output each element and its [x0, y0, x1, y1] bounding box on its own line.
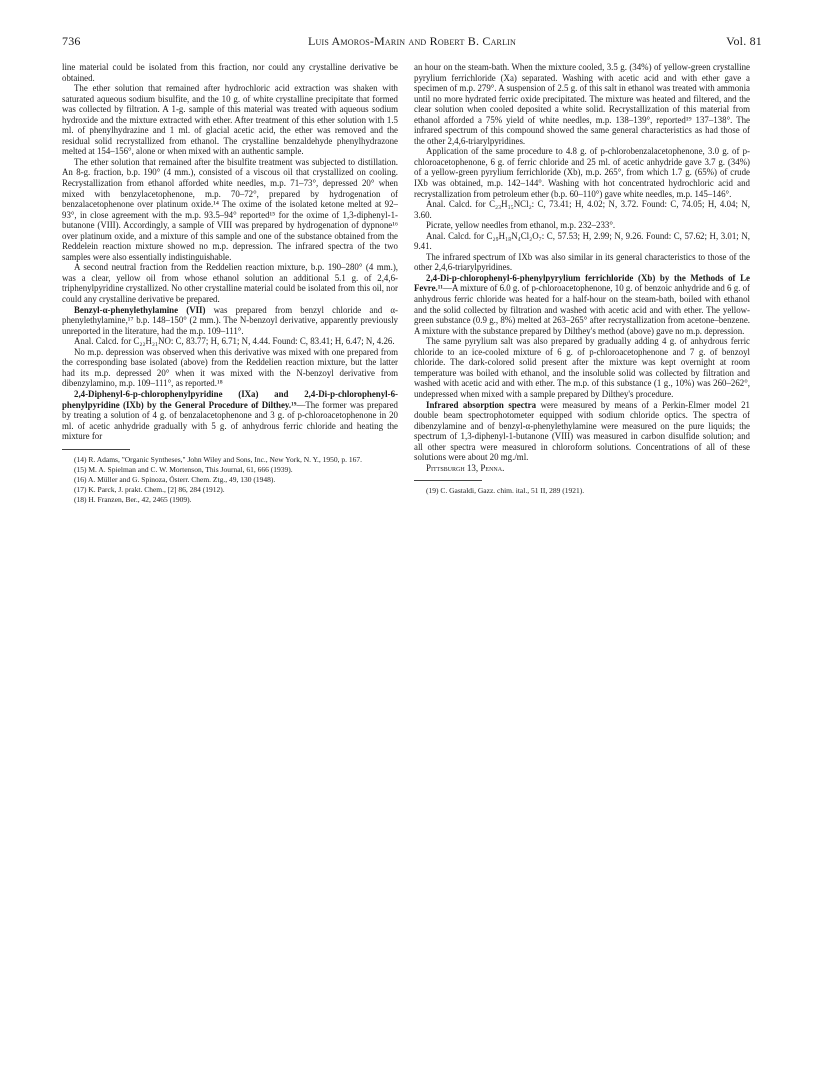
- right-column: [414, 62, 750, 496]
- section-text: —The former was prepared by treating a solution of 4 g. of benzalacetophenone and 3 g. of p-chloroacetophenone in 20 ml. of acetic anhydride gradually with 5 g. of anhydrous ferric chloride and heating the mixture for: [62, 399, 398, 442]
- footnote: (14) R. Adams, "Organic Syntheses," John Wiley and Sons, Inc., New York, N. Y., 1950, p. 167.: [74, 454, 363, 464]
- running-title: Luis Amoros-Marin and Robert B. Carlin: [307, 34, 517, 48]
- analysis-line: Anal. Calcd. for C₂₉H₁₈N₄Cl₂O₇: C, 57.53; H, 2.99; N, 9.26. Found: C, 57.62; H, 3.01; N, 9.41.: [414, 230, 750, 252]
- footnote: (17) K. Parck, J. prakt. Chem., [2] 86, 284 (1912).: [74, 484, 225, 494]
- page-header: [62, 34, 762, 50]
- volume-label: Vol. 81: [726, 34, 762, 48]
- section-heading: 2,4-Di-p-chlorophenyl-6-phenylpyrylium ferrichloride (Xb) by the Methods of Le Fevre.¹¹: [414, 272, 750, 294]
- footnote: (15) M. A. Spielman and C. W. Mortenson, This Journal, 61, 666 (1939).: [74, 464, 293, 474]
- section-text: —A mixture of 6.0 g. of p-chloroacetophenone, 10 g. of benzoic anhydride and 6 g. of anhydrous ferric chloride was heated for a half-hour on the steam-bath, boiled with ethanol and the solid collected by filtration and washed with acetic acid and with ether. The yellow-green substance (0.9 g., 8%) melted at 263–265° after recrystallization from acetone–benzene. A mixture with the substance prepared by Dilthey's method (above) gave no m.p. depression.: [414, 283, 750, 336]
- page-number: 736: [62, 34, 81, 48]
- paragraph: The ether solution that remained after the bisulfite treatment was subjected to distillation. An 8-g. fraction, b.p. 190° (4 mm.), consisted of a viscous oil that crystallized on cooling. Recrystallization from ethanol afforded white needles, m.p. 71–73°, depressed 20° when mixed with benzylacetophenone, m.p. 70–72°, prepared by hydrogenation of benzalacetophenone over platinum oxide.¹⁴ The oxime of the isolated ketone melted at 92–93°, in close agreement with the m.p. 93.5–94° reported¹⁵ for the oxime of 1,3-diphenyl-1-butanone (VIII). Accordingly, a sample of VIII was prepared by hydrogenation of dypnone¹⁶ over platinum oxide, and a mixture of this sample and one of the substance obtained from the Reddelein reaction mixture showed no m.p. depression. The infrared spectra of the two samples were also essentially indistinguishable.: [62, 156, 398, 262]
- picrate-line: Picrate, yellow needles from ethanol, m.p. 232–233°.: [426, 220, 616, 231]
- analysis-line: Anal. Calcd. for C₂₃H₁₅NCl₂: C, 73.41; H, 4.02; N, 3.72. Found: C, 74.05; H, 4.04; N, 3.60.: [414, 199, 750, 220]
- author-location: Pittsburgh 13, Penna.: [426, 462, 505, 473]
- section-text: was prepared from benzyl chloride and α-phenylethylamine,¹⁷ b.p. 148–150° (2 mm.). The N-benzoyl derivative, apparently previously unreported in the literature, had the m.p. 109–111°.: [62, 304, 398, 336]
- footnote: (18) H. Franzen, Ber., 42, 2465 (1909).: [74, 494, 192, 504]
- section-paragraph-dilthey: [62, 389, 398, 442]
- paragraph: No m.p. depression was observed when this derivative was mixed with one prepared from the corresponding base isolated (above) from the Reddelien reaction mixture, but the latter had its m.p. depressed 20° when it was mixed with the N-benzoyl derivative from dibenzylamino, m.p. 109–111°, as reported.¹⁸: [62, 346, 398, 389]
- footnote: (19) C. Gastaldi, Gazz. chim. ital., 51 II, 289 (1921).: [426, 486, 585, 496]
- analysis-line: Anal. Calcd. for C₂₂H₂₁NO: C, 83.77; H, 6.71; N, 4.44. Found: C, 83.41; H, 6.47; N, 4.26.: [74, 336, 395, 347]
- section-heading: Infrared absorption spectra: [426, 399, 537, 410]
- section-paragraph-infrared: [414, 400, 750, 463]
- paragraph: The infrared spectrum of IXb was also similar in its general characteristics to those of the other 2,4,6-triarylpyridines.: [414, 251, 750, 273]
- footnote: (16) A. Müller and G. Spinoza, Österr. Chem. Ztg., 49, 130 (1948).: [74, 474, 276, 484]
- paragraph: Application of the same procedure to 4.8 g. of p-chlorobenzalacetophenone, 3.0 g. of p-chloroacetophenone, 6 g. of ferric chloride and 25 ml. of acetic anhydride gave 3.7 g. (34%) of a yellow-green pyrylium ferrichloride (Xb), m.p. 265°, from which 1.7 g. (65%) of crude IXb was obtained, m.p. 142–144°. Washing with hot concentrated hydrochloric acid and recrystallization from petroleum ether (b.p. 60–110°) gave white needles, m.p. 145–146°.: [414, 146, 750, 199]
- section-text: were measured by means of a Perkin-Elmer model 21 double beam spectrophotometer equipped with sodium chloride optics. The spectra of dibenzylamine and of benzyl-α-phenylethylamine were measured on the pure liquids; the spectrum of 1,3-diphenyl-1-butanone (VIII) was measured in carbon disulfide solution; and all other spectra were measured in chloroform solutions. Concentrations of all of these solutions were about 20 mg./ml.: [414, 399, 750, 463]
- left-column: [62, 62, 398, 505]
- section-heading: 2,4-Diphenyl-6-p-chlorophenylpyridine (IXa) and 2,4-Di-p-chlorophenyl-6-phenylpyridine (IXb) by the General Procedure of Dilthey.¹⁹: [62, 388, 398, 410]
- paragraph: The ether solution that remained after hydrochloric acid extraction was shaken with saturated aqueous sodium bisulfite, and the 10 g. of white crystalline precipitate that formed was collected by filtration. A 1-g. sample of this material was treated with aqueous sodium hydroxide and the mixture extracted with ether. After treatment of this ether solution with 1.5 ml. of phenylhydrazine and 1 ml. of glacial acetic acid, the ether was removed and the residual solid recrystallized from ethanol. The crystalline benzaldehyde phenylhydrazone melted at 154–156°, alone or when mixed with an authentic sample.: [62, 83, 398, 157]
- section-heading: Benzyl-α-phenylethylamine (VII): [74, 304, 206, 315]
- paragraph: an hour on the steam-bath. When the mixture cooled, 3.5 g. (34%) of yellow-green crystalline pyrylium ferrichloride (Xa) separated. Washing with acetic acid and with ether gave a specimen of m.p. 279°. A suspension of 2.5 g. of this salt in ethanol was treated with ammonia until no more hydrated ferric oxide precipitated. The mixture was heated and filtered, and the clear solution when cooled deposited a white solid. Recrystallization of this material from ethanol afforded a 75% yield of white needles, m.p. 138–139°, reported¹⁹ 137–138°. The infrared spectrum of this compound showed the same general characteristics as had those of the other 2,4,6-triarylpyridines.: [414, 62, 750, 146]
- section-paragraph-lefevre: [414, 273, 750, 336]
- paragraph: A second neutral fraction from the Reddelien reaction mixture, b.p. 190–280° (4 mm.), was a clear, yellow oil from whose ethanol solution an additional 5.1 g. of 2,4,6-triphenylpyridine crystallized. No other crystalline material could be isolated from this oil, nor could any crystalline derivative be prepared.: [62, 262, 398, 305]
- paragraph: The same pyrylium salt was also prepared by gradually adding 4 g. of anhydrous ferric chloride to an ice-cooled mixture of 6 g. of p-chloroacetophenone and 7 g. of benzoyl chloride. The dark-colored solid present after the mixture was kept overnight at room temperature was boiled with ethanol, and the insoluble solid was collected by filtration and washed with acetic acid and with ether. The m.p. of this substance (1 g., 10%) was 260–262°, undepressed when mixed with a sample prepared by Dilthey's procedure.: [414, 336, 750, 399]
- paragraph: line material could be isolated from this fraction, nor could any crystalline derivative be obtained.: [62, 62, 398, 83]
- footnote-divider: [62, 449, 130, 450]
- footnote-divider: [414, 480, 482, 481]
- section-paragraph-benzyl: [62, 305, 398, 337]
